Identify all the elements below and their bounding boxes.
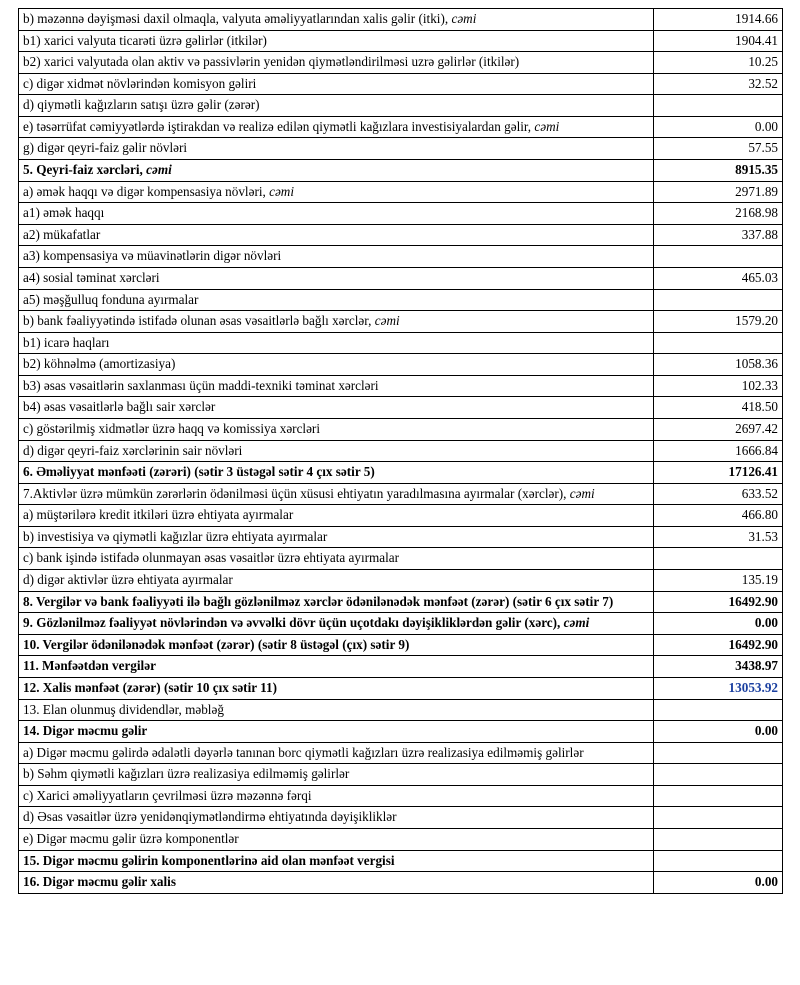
table-row: [19, 375, 783, 397]
row-value: 466.80: [654, 505, 783, 527]
table-row: [19, 548, 783, 570]
row-value: 8915.35: [654, 160, 783, 182]
table-row: [19, 634, 783, 656]
row-label: c) digər xidmət növlərindən komisyon gəliri: [19, 73, 654, 95]
row-value: [654, 764, 783, 786]
row-label: 7.Aktivlər üzrə mümkün zərərlərin ödənilməsi üçün xüsusi ehtiyatın yaradılmasına ayırmalar (xərclər), cəmi: [19, 483, 654, 505]
table-row: [19, 116, 783, 138]
table-row: [19, 764, 783, 786]
row-label: c) göstərilmiş xidmətlər üzrə haqq və komissiya xərcləri: [19, 418, 654, 440]
row-value: 633.52: [654, 483, 783, 505]
row-value: 135.19: [654, 570, 783, 592]
row-label: a) müştərilərə kredit itkiləri üzrə ehtiyata ayırmalar: [19, 505, 654, 527]
row-value: [654, 828, 783, 850]
row-label: b) investisiya və qiymətli kağızlar üzrə ehtiyata ayırmalar: [19, 526, 654, 548]
table-row: [19, 721, 783, 743]
table-row: [19, 656, 783, 678]
table-row: [19, 289, 783, 311]
row-label: b2) köhnəlmə (amortizasiya): [19, 354, 654, 376]
row-label: d) Əsas vəsaitlər üzrə yenidənqiymətləndirmə ehtiyatında dəyişikliklər: [19, 807, 654, 829]
table-row: [19, 311, 783, 333]
row-label: b1) icarə haqları: [19, 332, 654, 354]
row-value: 1579.20: [654, 311, 783, 333]
row-value: [654, 246, 783, 268]
financial-statement-table: [18, 8, 783, 894]
row-label: 13. Elan olunmuş dividendlər, məbləğ: [19, 699, 654, 721]
row-value: 1904.41: [654, 30, 783, 52]
table-row: [19, 30, 783, 52]
table-row: [19, 354, 783, 376]
table-row: [19, 872, 783, 894]
row-label: a) Digər məcmu gəlirdə ədalətli dəyərlə tanınan borc qiymətli kağızları üzrə realizasiya edilməmiş gəlirlər: [19, 742, 654, 764]
table-row: [19, 224, 783, 246]
row-label: a1) əmək haqqı: [19, 203, 654, 225]
table-row: [19, 526, 783, 548]
emphasis-cemi: cəmi: [569, 485, 595, 501]
row-value: 2697.42: [654, 418, 783, 440]
row-label: 11. Mənfəətdən vergilər: [19, 656, 654, 678]
table-row: [19, 570, 783, 592]
row-label: b2) xarici valyutada olan aktiv və passivlərin yenidən qiymətləndirilməsi uzrə gəlirlər (itkilər): [19, 52, 654, 74]
row-value: 418.50: [654, 397, 783, 419]
row-value: 0.00: [654, 613, 783, 635]
row-label: 6. Əməliyyat mənfəəti (zərəri) (sətir 3 üstəgəl sətir 4 çıx sətir 5): [19, 462, 654, 484]
table-row: [19, 73, 783, 95]
row-label: b) Səhm qiymətli kağızları üzrə realizasiya edilməmiş gəlirlər: [19, 764, 654, 786]
row-value: 10.25: [654, 52, 783, 74]
table-row: [19, 505, 783, 527]
row-label: c) bank işində istifadə olunmayan əsas vəsaitlər üzrə ehtiyata ayırmalar: [19, 548, 654, 570]
row-label: b1) xarici valyuta ticarəti üzrə gəlirlər (itkilər): [19, 30, 654, 52]
table-row: [19, 418, 783, 440]
row-value: [654, 332, 783, 354]
row-label: a2) mükafatlar: [19, 224, 654, 246]
row-value: 1058.36: [654, 354, 783, 376]
row-label: 9. Gözlənilməz fəaliyyət növlərindən və əvvəlki dövr üçün uçotdakı dəyişikliklərdən gəlir (xərc), cəmi: [19, 613, 654, 635]
row-label: a3) kompensasiya və müavinətlərin digər növləri: [19, 246, 654, 268]
table-row: [19, 160, 783, 182]
row-label: b3) əsas vəsaitlərin saxlanması üçün maddi-texniki təminat xərcləri: [19, 375, 654, 397]
emphasis-cemi: cəmi: [451, 11, 477, 26]
row-value: [654, 699, 783, 721]
row-value: 31.53: [654, 526, 783, 548]
row-value: 3438.97: [654, 656, 783, 678]
table-row: [19, 462, 783, 484]
row-label: e) Digər məcmu gəlir üzrə komponentlər: [19, 828, 654, 850]
table-row: [19, 9, 783, 31]
row-value: 2168.98: [654, 203, 783, 225]
table-row: [19, 52, 783, 74]
row-value: 13053.92: [654, 677, 783, 699]
row-value: 1914.66: [654, 9, 783, 31]
table-row: [19, 332, 783, 354]
row-value: 16492.90: [654, 591, 783, 613]
row-label: a4) sosial təminat xərcləri: [19, 267, 654, 289]
row-value: 17126.41: [654, 462, 783, 484]
table-row: [19, 267, 783, 289]
row-value: 57.55: [654, 138, 783, 160]
table-row: [19, 181, 783, 203]
row-label: 10. Vergilər ödənilənədək mənfəət (zərər) (sətir 8 üstəgəl (çıx) sətir 9): [19, 634, 654, 656]
table-row: [19, 138, 783, 160]
row-label: 5. Qeyri-faiz xərcləri, cəmi: [19, 160, 654, 182]
table-row: [19, 807, 783, 829]
row-value: 102.33: [654, 375, 783, 397]
table-row: [19, 742, 783, 764]
row-label: a5) məşğulluq fonduna ayırmalar: [19, 289, 654, 311]
table-row: [19, 850, 783, 872]
row-label: 16. Digər məcmu gəlir xalis: [19, 872, 654, 894]
emphasis-cemi: cəmi: [534, 118, 560, 134]
table-row: [19, 699, 783, 721]
row-value: [654, 850, 783, 872]
emphasis-cemi: cəmi: [374, 313, 400, 329]
row-value: 337.88: [654, 224, 783, 246]
table-row: [19, 397, 783, 419]
table-row: [19, 677, 783, 699]
row-label: e) təsərrüfat cəmiyyətlərdə iştirakdan və realizə edilən qiymətli kağızlara investisiyalardan gəlir, cəmi: [19, 116, 654, 138]
table-row: [19, 828, 783, 850]
table-row: [19, 440, 783, 462]
table-row: [19, 95, 783, 117]
row-value: [654, 742, 783, 764]
row-label: a) əmək haqqı və digər kompensasiya növləri, cəmi: [19, 181, 654, 203]
row-value: [654, 785, 783, 807]
emphasis-cemi: cəmi: [269, 183, 294, 199]
row-value: [654, 95, 783, 117]
row-value: [654, 548, 783, 570]
row-label: d) qiymətli kağızların satışı üzrə gəlir (zərər): [19, 95, 654, 117]
row-label: 8. Vergilər və bank fəaliyyəti ilə bağlı gözlənilməz xərclər ödənilənədək mənfəət (zərər) (sətir 6 çıx sətir 7): [19, 591, 654, 613]
row-value: 1666.84: [654, 440, 783, 462]
table-body: [19, 9, 783, 894]
row-value: 2971.89: [654, 181, 783, 203]
emphasis-cemi: cəmi: [563, 615, 590, 631]
row-value: 0.00: [654, 116, 783, 138]
row-label: 12. Xalis mənfəət (zərər) (sətir 10 çıx sətir 11): [19, 677, 654, 699]
row-label: c) Xarici əməliyyatların çevrilməsi üzrə məzənnə fərqi: [19, 785, 654, 807]
row-value: [654, 289, 783, 311]
row-label: d) digər aktivlər üzrə ehtiyata ayırmalar: [19, 570, 654, 592]
emphasis-cemi: cəmi: [146, 162, 172, 178]
table-row: [19, 203, 783, 225]
table-row: [19, 613, 783, 635]
row-value: 465.03: [654, 267, 783, 289]
table-row: [19, 785, 783, 807]
row-value: 16492.90: [654, 634, 783, 656]
row-label: g) digər qeyri-faiz gəlir növləri: [19, 138, 654, 160]
row-label: b) bank fəaliyyətində istifadə olunan əsas vəsaitlərlə bağlı xərclər, cəmi: [19, 311, 654, 333]
table-row: [19, 483, 783, 505]
row-value: 0.00: [654, 872, 783, 894]
table-row: [19, 591, 783, 613]
row-label: d) digər qeyri-faiz xərclərinin sair növləri: [19, 440, 654, 462]
row-value: [654, 807, 783, 829]
row-label: b) məzənnə dəyişməsi daxil olmaqla, valyuta əməliyyatlarından xalis gəlir (itki), cəmi: [19, 9, 654, 31]
table-row: [19, 246, 783, 268]
row-label: b4) əsas vəsaitlərlə bağlı sair xərclər: [19, 397, 654, 419]
row-label: 14. Digər məcmu gəlir: [19, 721, 654, 743]
row-value: 32.52: [654, 73, 783, 95]
row-label: 15. Digər məcmu gəlirin komponentlərinə aid olan mənfəət vergisi: [19, 850, 654, 872]
row-value: 0.00: [654, 721, 783, 743]
